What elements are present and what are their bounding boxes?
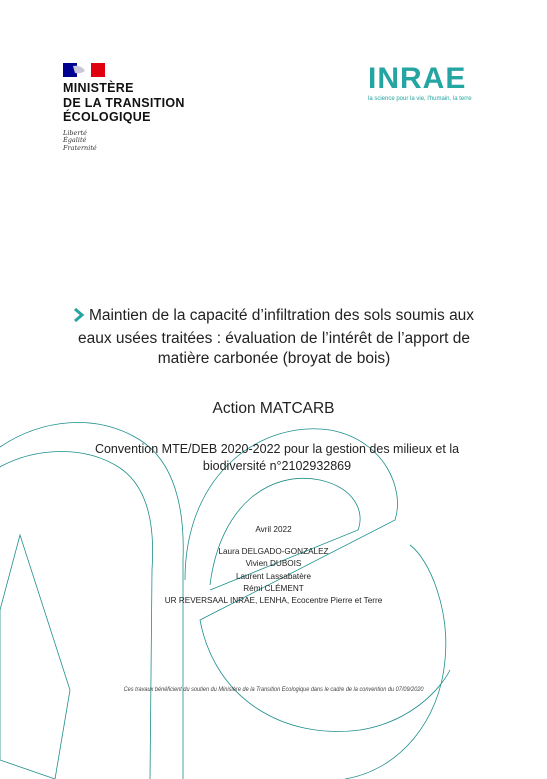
inrae-wordmark: INRAE — [368, 62, 467, 95]
ministry-logo — [63, 63, 233, 152]
authors-block — [0, 524, 547, 607]
chevron-right-icon — [74, 308, 85, 329]
author-1: Laura DELGADO-GONZALEZ — [218, 547, 329, 557]
author-4: Rémi CLÉMENT — [243, 583, 304, 593]
action-heading: Action MATCARB — [212, 400, 335, 417]
marianne-flag-icon — [63, 63, 105, 77]
author-3: Laurent Lassabatère — [235, 571, 312, 581]
ministry-name: MINISTÈRE DE LA TRANSITION ÉCOLOGIQUE — [63, 81, 185, 124]
inrae-tagline: la science pour la vie, l'humain, la terre — [368, 96, 472, 102]
funding-footnote: Ces travaux bénéficient du soutien du Ministère de la Transition Écologique dans le cadre de la convention du 07/09/2020 — [123, 686, 424, 693]
title-line-2: eaux usées traitées : évaluation de l’intérêt de l’apport de — [77, 329, 471, 347]
republic-motto: Liberté Égalité Fraternité — [63, 128, 97, 152]
author-2: Vivien DUBOIS — [245, 559, 302, 569]
report-title — [48, 306, 500, 370]
report-date: Avril 2022 — [255, 525, 292, 534]
title-line-3: matière carbonée (broyat de bois) — [157, 350, 391, 367]
affiliation: UR REVERSAAL INRAE, LENHA, Ecocentre Pierre et Terre — [164, 596, 383, 606]
inrae-logo — [368, 64, 508, 102]
convention-text: Convention MTE/DEB 2020-2022 pour la gestion des milieux et la biodiversité n°2102932869 — [94, 442, 460, 473]
title-line-1: Maintien de la capacité d’infiltration des sols soumis aux — [88, 307, 475, 324]
